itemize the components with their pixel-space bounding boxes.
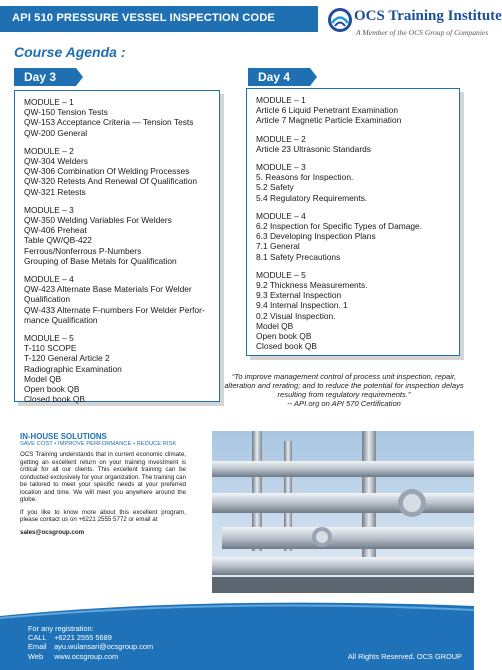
module-topic: Grouping of Base Metals for Qualification	[24, 255, 177, 266]
quote-attribution: -- API.org on API 570 Certification	[287, 399, 401, 408]
module-topic: Closed book QB	[256, 341, 317, 352]
sales-email-link[interactable]: sales@ocsgroup.com	[20, 528, 85, 536]
module-topic: 9.4 Internal Inspection. 1	[256, 300, 348, 311]
quote-line: alteration and rerating; and to reduce the potential for inspection delays	[224, 381, 464, 390]
module-topic: 8.1 Safety Precautions	[256, 251, 341, 262]
registration-heading: For any registration:	[28, 624, 94, 633]
day3-tab	[14, 68, 76, 86]
module-topic: QW-350 Welding Variables For Welders	[24, 215, 172, 226]
module-topic: QW-423 Alternate Base Materials For Welder	[24, 284, 192, 295]
module-topic: QW-304 Welders	[24, 156, 88, 167]
module-topic: Qualification	[24, 294, 71, 305]
module-topic: T-120 General Article 2	[24, 353, 110, 364]
logo-subtitle: A Member of the OCS Group of Companies	[356, 28, 489, 37]
module-heading: MODULE – 2	[256, 133, 306, 144]
quote-line: “To improve management control of process unit inspection, repair,	[231, 372, 457, 381]
module-topic: QW-306 Combination Of Welding Processes	[24, 166, 190, 177]
refinery-illustration	[212, 431, 474, 593]
registration-info	[28, 624, 153, 661]
module-topic: Article 7 Magnetic Particle Examination	[256, 115, 402, 126]
module-heading: MODULE – 2	[24, 145, 74, 156]
module-group	[256, 270, 455, 352]
module-heading: MODULE – 3	[256, 162, 306, 173]
email-value[interactable]: ayu.wulansari@ocsgroup.com	[54, 642, 154, 652]
module-topic: Open book QB	[256, 331, 312, 342]
footer	[0, 596, 474, 670]
call-label: CALL	[28, 633, 47, 643]
module-group	[24, 333, 215, 404]
web-value[interactable]: www.ocsgroup.com	[54, 651, 119, 661]
module-topic: Closed book QB	[24, 394, 85, 405]
module-group	[24, 274, 215, 325]
module-heading: MODULE – 4	[24, 274, 74, 285]
module-topic: Model QB	[24, 373, 62, 384]
day4-panel	[246, 88, 460, 356]
inhouse-contact-paragraph: If you like to know more about this excellent program, please contact us on +6221 2555 5772 or email at	[20, 508, 186, 523]
web-row	[28, 652, 153, 661]
module-group	[256, 211, 455, 262]
module-group	[24, 205, 215, 266]
inhouse-heading: IN-HOUSE SOLUTIONS	[20, 432, 107, 441]
inhouse-solutions	[20, 433, 186, 536]
web-label: Web	[28, 651, 44, 661]
module-topic: Table QW/QB-422	[24, 235, 92, 246]
call-row	[28, 633, 153, 642]
module-topic: Open book QB	[24, 384, 80, 395]
module-group	[256, 95, 455, 126]
module-topic: 0.2 Visual Inspection.	[256, 310, 336, 321]
module-topic: T-110 SCOPE	[24, 343, 77, 354]
module-topic: QW-433 Alternate F-numbers For Welder Perfor-	[24, 304, 205, 315]
day4-label: Day 4	[258, 70, 291, 84]
module-topic: 6.3 Developing Inspection Plans	[256, 231, 376, 242]
module-topic: Model QB	[256, 320, 294, 331]
day4-tab	[248, 68, 310, 86]
course-agenda-title: Course Agenda :	[14, 44, 126, 60]
module-topic: Radiographic Examination	[24, 363, 122, 374]
module-topic: 5.2 Safety	[256, 182, 294, 193]
quote-block	[218, 372, 470, 408]
quote-line: resulting from regulatory requirements.”	[277, 390, 411, 399]
module-topic: 7.1 General	[256, 241, 300, 252]
ocs-logo-icon	[326, 6, 354, 34]
day3-label: Day 3	[24, 70, 57, 84]
module-topic: Ferrous/Nonferrous P-Numbers	[24, 245, 142, 256]
module-heading: MODULE – 5	[256, 269, 306, 280]
module-topic: QW-321 Retests	[24, 186, 86, 197]
module-topic: QW-200 General	[24, 127, 88, 138]
refinery-photo	[212, 431, 474, 593]
page-title: API 510 PRESSURE VESSEL INSPECTION CODE	[12, 12, 275, 24]
rights-reserved: All Rights Reserved. OCS GROUP	[347, 652, 462, 661]
call-value[interactable]: +6221 2555 5689	[54, 633, 112, 643]
module-topic: Article 6 Liquid Penetrant Examination	[256, 105, 398, 116]
module-topic: QW-320 Retests And Renewal Of Qualification	[24, 176, 198, 187]
module-group	[256, 134, 455, 154]
day4-tab-arrow	[310, 68, 317, 86]
module-topic: Article 23 Ultrasonic Standards	[256, 143, 371, 154]
email-row	[28, 642, 153, 651]
module-topic: 6.2 Inspection for Specific Types of Damage.	[256, 221, 423, 232]
module-group	[24, 146, 215, 197]
module-heading: MODULE – 3	[24, 204, 74, 215]
header-bar	[0, 6, 318, 32]
module-heading: MODULE – 1	[24, 97, 74, 107]
day3-tab-arrow	[76, 68, 83, 86]
module-topic: 5.4 Regulatory Requirements.	[256, 192, 368, 203]
ocs-logo	[326, 6, 502, 46]
day3-panel	[14, 90, 220, 405]
module-group	[256, 162, 455, 203]
module-topic: QW-150 Tension Tests	[24, 107, 108, 118]
logo-name: OCS Training Institute	[354, 8, 502, 24]
day3-modules	[24, 97, 215, 412]
inhouse-tagline: SAVE COST • IMPROVE PERFORMANCE • REDUCE RISK	[20, 440, 177, 447]
module-topic: mance Qualification	[24, 314, 98, 325]
module-topic: QW-406 Preheat	[24, 225, 87, 236]
module-topic: 9.3 External Inspection	[256, 290, 342, 301]
day4-modules	[256, 95, 455, 359]
module-heading: MODULE – 1	[256, 95, 306, 105]
module-topic: 9.2 Thickness Measurements.	[256, 280, 368, 291]
module-heading: MODULE – 4	[256, 210, 306, 221]
module-heading: MODULE – 5	[24, 333, 74, 344]
module-topic: QW-153 Acceptance Criteria — Tension Tests	[24, 117, 194, 128]
module-group	[24, 97, 215, 138]
inhouse-paragraph: OCS Training understands that in current economic climate, getting an excellent return on your training investment is critical for all our clients. This excellent training can be conducted exclusively for your organization. The training can be tailored to meet your specific needs at your preferred location and time. We will meet you anywhere around the globe.	[20, 451, 187, 503]
email-label: Email	[28, 642, 47, 652]
module-topic: 5. Reasons for Inspection.	[256, 172, 354, 183]
